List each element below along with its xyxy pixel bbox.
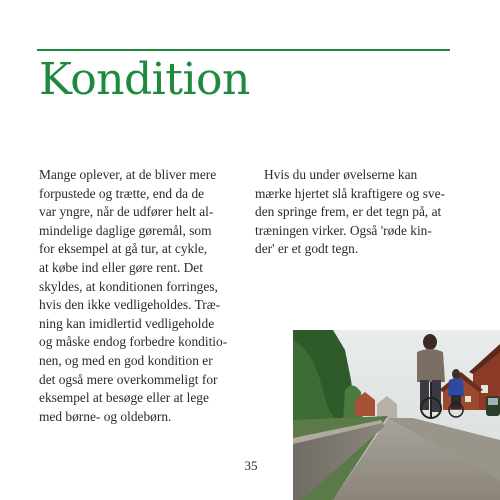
right-line: der' er et godt tegn. bbox=[255, 241, 359, 257]
left-line: det også mere overkommeligt for bbox=[39, 371, 218, 387]
left-line: var yngre, når de udfører helt al- bbox=[39, 204, 214, 220]
left-line: og måske endog forbedre konditio- bbox=[39, 334, 228, 350]
left-line: med børne- og oldebørn. bbox=[39, 408, 172, 424]
left-line: nen, og med en god kondition er bbox=[39, 352, 213, 368]
right-line: mærke hjertet slå kraftigere og sve- bbox=[255, 185, 445, 201]
left-line: for eksempel at gå tur, at cykle, bbox=[39, 241, 208, 257]
left-line: at købe ind eller gøre rent. Det bbox=[39, 259, 203, 275]
left-line: hvis den ikke vedligeholdes. Træ- bbox=[39, 297, 221, 313]
cyclists-photo bbox=[293, 330, 500, 500]
page-title: Kondition bbox=[39, 54, 250, 105]
left-line: eksempel at besøge eller at lege bbox=[39, 390, 209, 406]
right-line: træningen virker. Også 'røde kin- bbox=[255, 222, 432, 238]
left-line: skyldes, at konditionen forringes, bbox=[39, 278, 218, 294]
left-line: ning kan imidlertid vedligeholde bbox=[39, 315, 215, 331]
page-number: 35 bbox=[244, 458, 258, 473]
right-line: Hvis du under øvelserne kan bbox=[264, 167, 418, 182]
left-column bbox=[39, 166, 259, 426]
left-line: mindelige daglige gøremål, som bbox=[39, 222, 212, 238]
left-line: forpustede og trætte, end da de bbox=[39, 185, 205, 201]
left-line: Mange oplever, at de bliver mere bbox=[39, 167, 217, 182]
header-rule bbox=[37, 49, 450, 51]
right-column bbox=[255, 166, 460, 259]
right-line: den springe frem, er det tegn på, at bbox=[255, 204, 442, 220]
